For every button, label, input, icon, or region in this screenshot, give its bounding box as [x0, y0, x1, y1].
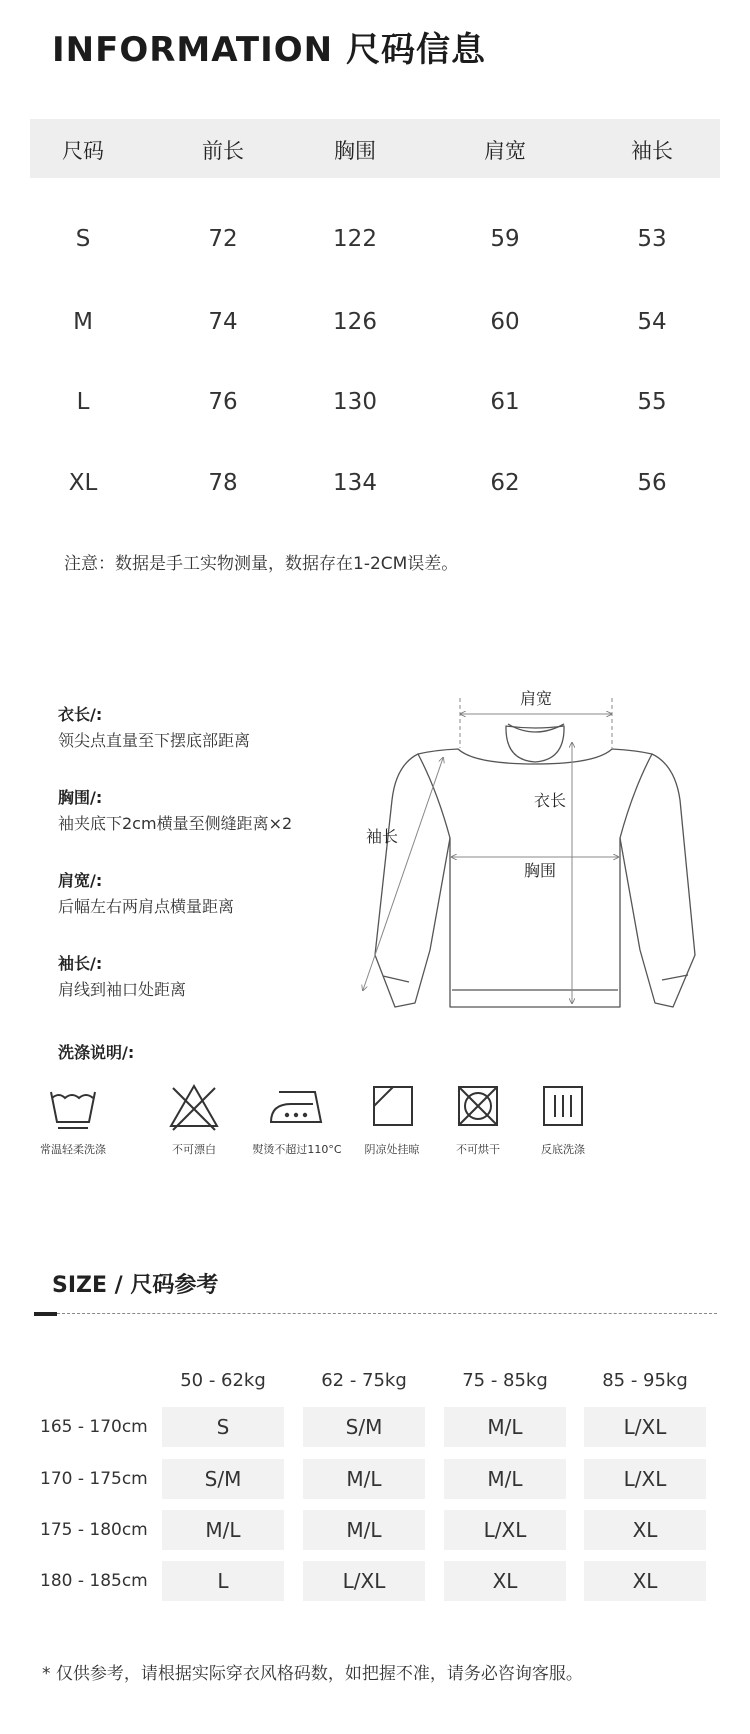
shade-dry-icon [365, 1082, 419, 1132]
cell-shoulder: 61 [490, 389, 520, 415]
cell-chest: 134 [333, 470, 377, 496]
cell-length: 78 [208, 470, 238, 496]
cell-length: 76 [208, 389, 238, 415]
size-cell: S/M [162, 1459, 284, 1499]
weight-header: 62 - 75kg [321, 1370, 407, 1391]
size-cell: M/L [303, 1510, 425, 1550]
cell-size: XL [68, 470, 98, 496]
size-ref-title [52, 1268, 218, 1299]
cell-sleeve: 55 [637, 389, 667, 415]
header-size: 尺码 [62, 139, 104, 163]
height-label: 165 - 170cm [40, 1417, 148, 1437]
cell-size: S [75, 226, 91, 252]
cell-chest: 122 [333, 226, 377, 252]
size-cell: M/L [303, 1459, 425, 1499]
header-length: 前长 [202, 139, 244, 163]
cell-shoulder: 59 [490, 226, 520, 252]
label-chest: 胸围 [523, 861, 557, 880]
label-length: 衣长 [533, 791, 567, 810]
weight-header: 75 - 85kg [462, 1370, 548, 1391]
size-cell: M/L [444, 1407, 566, 1447]
measure-table-header [30, 119, 720, 178]
cell-chest: 126 [333, 309, 377, 335]
size-cell: S [162, 1407, 284, 1447]
def-sleeve-title: 袖长/: [58, 954, 103, 973]
size-cell: XL [584, 1510, 706, 1550]
label-sleeve: 袖长 [365, 827, 399, 846]
def-chest-title: 胸围/: [58, 788, 103, 807]
section-divider [57, 1313, 717, 1314]
size-ref-title-rest: / 尺码参考 [107, 1273, 219, 1298]
cell-chest: 130 [333, 389, 377, 415]
care-item [242, 1082, 352, 1157]
care-item [508, 1082, 618, 1157]
def-chest-text: 袖夹底下2cm横量至侧缝距离×2 [58, 814, 293, 833]
cell-shoulder: 62 [490, 470, 520, 496]
height-label: 170 - 175cm [40, 1469, 148, 1489]
height-label: 175 - 180cm [40, 1520, 148, 1540]
care-label: 阴凉处挂晾 [364, 1143, 420, 1156]
header-chest: 胸围 [334, 139, 376, 163]
size-cell: L [162, 1561, 284, 1601]
page-title: INFORMATION 尺码信息 [52, 30, 486, 70]
size-ref-title-prefix: SIZE [52, 1273, 108, 1298]
size-cell: M/L [444, 1459, 566, 1499]
cell-sleeve: 54 [637, 309, 667, 335]
care-title: 洗涤说明/: [58, 1043, 135, 1062]
care-item [18, 1082, 128, 1157]
cell-size: M [73, 309, 93, 335]
care-label: 反底洗涤 [541, 1143, 585, 1156]
cell-size: L [76, 389, 90, 415]
garment-diagram [340, 680, 710, 1020]
size-cell: L/XL [584, 1459, 706, 1499]
care-label: 不可漂白 [172, 1143, 216, 1156]
wash-tub-icon [46, 1082, 100, 1132]
cell-sleeve: 56 [637, 470, 667, 496]
weight-header: 85 - 95kg [602, 1370, 688, 1391]
care-label: 熨烫不超过110°C [252, 1143, 342, 1156]
care-label: 常温轻柔洗涤 [40, 1143, 106, 1156]
iron-icon [265, 1082, 329, 1132]
header-shoulder: 肩宽 [484, 139, 526, 163]
measure-note: 注意：数据是手工实物测量，数据存在1-2CM误差。 [64, 554, 459, 574]
table-row [30, 470, 720, 510]
table-row [30, 226, 720, 266]
care-label: 不可烘干 [456, 1143, 500, 1156]
height-label: 180 - 185cm [40, 1571, 148, 1591]
no-tumble-dry-icon [451, 1082, 505, 1132]
size-cell: XL [444, 1561, 566, 1601]
def-length-title: 衣长/: [58, 705, 103, 724]
size-cell: L/XL [444, 1510, 566, 1550]
no-bleach-icon [167, 1082, 221, 1132]
table-row [30, 309, 720, 349]
header-sleeve: 袖长 [631, 139, 673, 163]
size-cell: L/XL [303, 1561, 425, 1601]
weight-header: 50 - 62kg [180, 1370, 266, 1391]
reverse-wash-icon [536, 1082, 590, 1132]
table-row [30, 389, 720, 429]
def-shoulder-text: 后幅左右两肩点横量距离 [58, 897, 235, 916]
section-divider-accent [34, 1312, 57, 1316]
cell-shoulder: 60 [490, 309, 520, 335]
footnote: * 仅供参考，请根据实际穿衣风格码数，如把握不准，请务必咨询客服。 [42, 1664, 583, 1684]
cell-length: 74 [208, 309, 238, 335]
cell-length: 72 [208, 226, 238, 252]
care-item [139, 1082, 249, 1157]
size-cell: M/L [162, 1510, 284, 1550]
size-cell: S/M [303, 1407, 425, 1447]
size-cell: XL [584, 1561, 706, 1601]
def-sleeve-text: 肩线到袖口处距离 [58, 980, 187, 999]
def-length-text: 领尖点直量至下摆底部距离 [58, 731, 251, 750]
cell-sleeve: 53 [637, 226, 667, 252]
label-shoulder: 肩宽 [519, 689, 553, 708]
def-shoulder-title: 肩宽/: [58, 871, 103, 890]
size-cell: L/XL [584, 1407, 706, 1447]
